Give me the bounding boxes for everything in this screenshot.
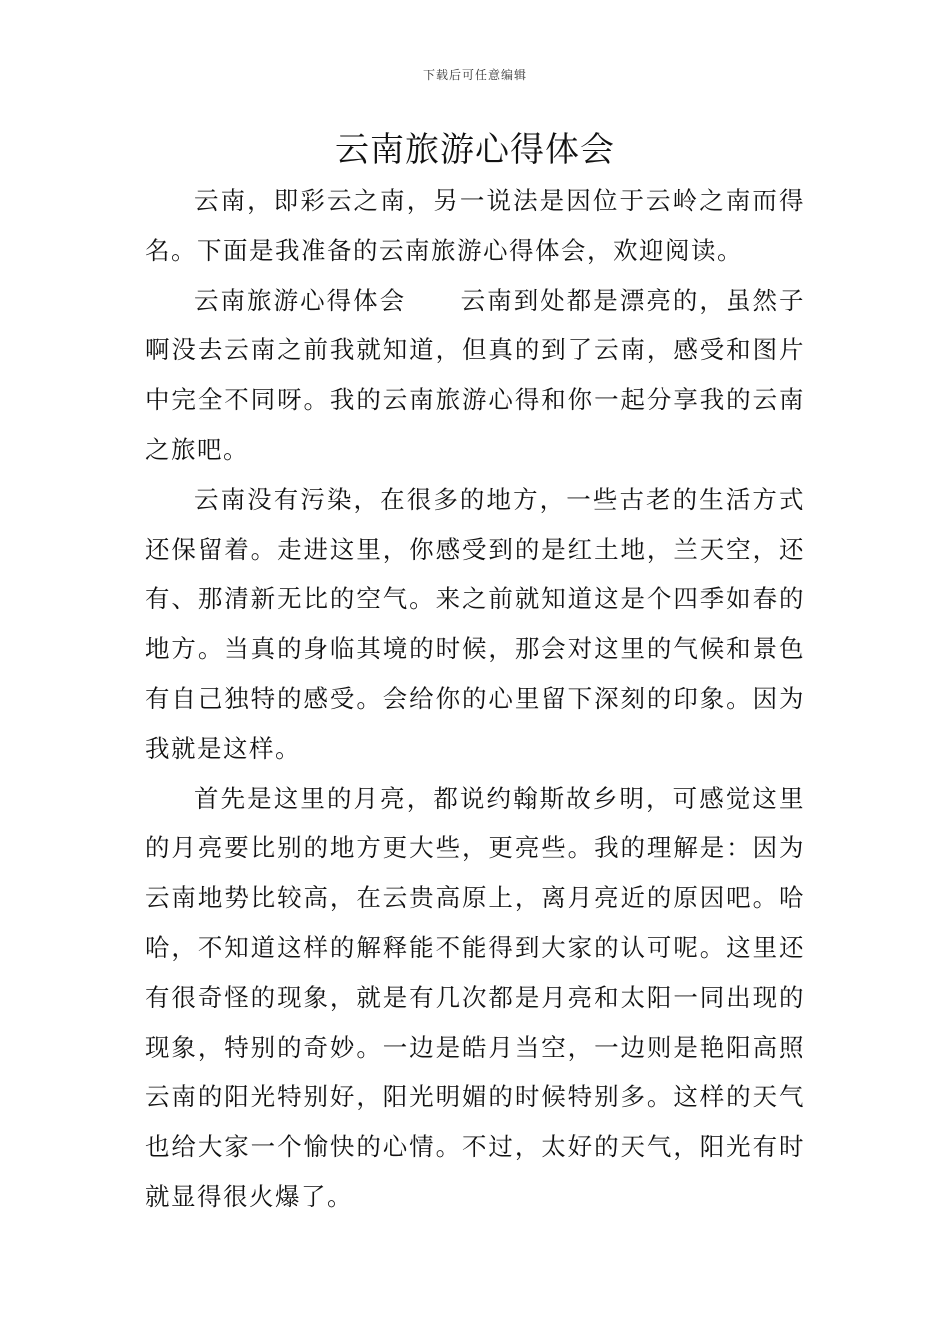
paragraph-text: 云南，即彩云之南，另一说法是因位于云岭之南而得名。下面是我准备的云南旅游心得体会，欢迎阅读。 <box>145 186 805 265</box>
paragraph-text: 首先是这里的月亮，都说约翰斯故乡明，可感觉这里的月亮要比别的地方更大些，更亮些。我的理解是：因为云南地势比较高，在云贵高原上，离月亮近的原因吧。哈哈，不知道这样的解释能不能得到大家的认可呢。这里还有很奇怪的现象，就是有几次都是月亮和太阳一同出现的现象，特别的奇妙。一边是皓月当空，一边则是艳阳高照云南的阳光特别好，阳光明媚的时候特别多。这样的天气也给大家一个愉快的心情。不过，太好的天气，阳光有时就显得很火爆了。 <box>145 783 805 1211</box>
document-title: 云南旅游心得体会 <box>335 130 615 170</box>
paragraph-environment <box>145 475 805 774</box>
document-body <box>145 176 805 1222</box>
paragraph-intro <box>145 176 805 276</box>
paragraph-overview <box>145 276 805 475</box>
paragraph-text: 云南没有污染，在很多的地方，一些古老的生活方式还保留着。走进这里，你感受到的是红土地，兰天空，还有、那清新无比的空气。来之前就知道这是个四季如春的地方。当真的身临其境的时候，那会对这里的气候和景色有自己独特的感受。会给你的心里留下深刻的印象。因为我就是这样。 <box>145 484 805 763</box>
page-header-note: 下载后可任意编辑 <box>422 68 527 82</box>
paragraph-lead: 云南旅游心得体会 <box>194 285 407 315</box>
paragraph-text: 云南到处都是漂亮的，虽然子啊没去云南之前我就知道，但真的到了云南，感受和图片中完全不同呀。我的云南旅游心得和你一起分享我的云南之旅吧。 <box>145 285 806 464</box>
paragraph-moon <box>145 774 805 1222</box>
